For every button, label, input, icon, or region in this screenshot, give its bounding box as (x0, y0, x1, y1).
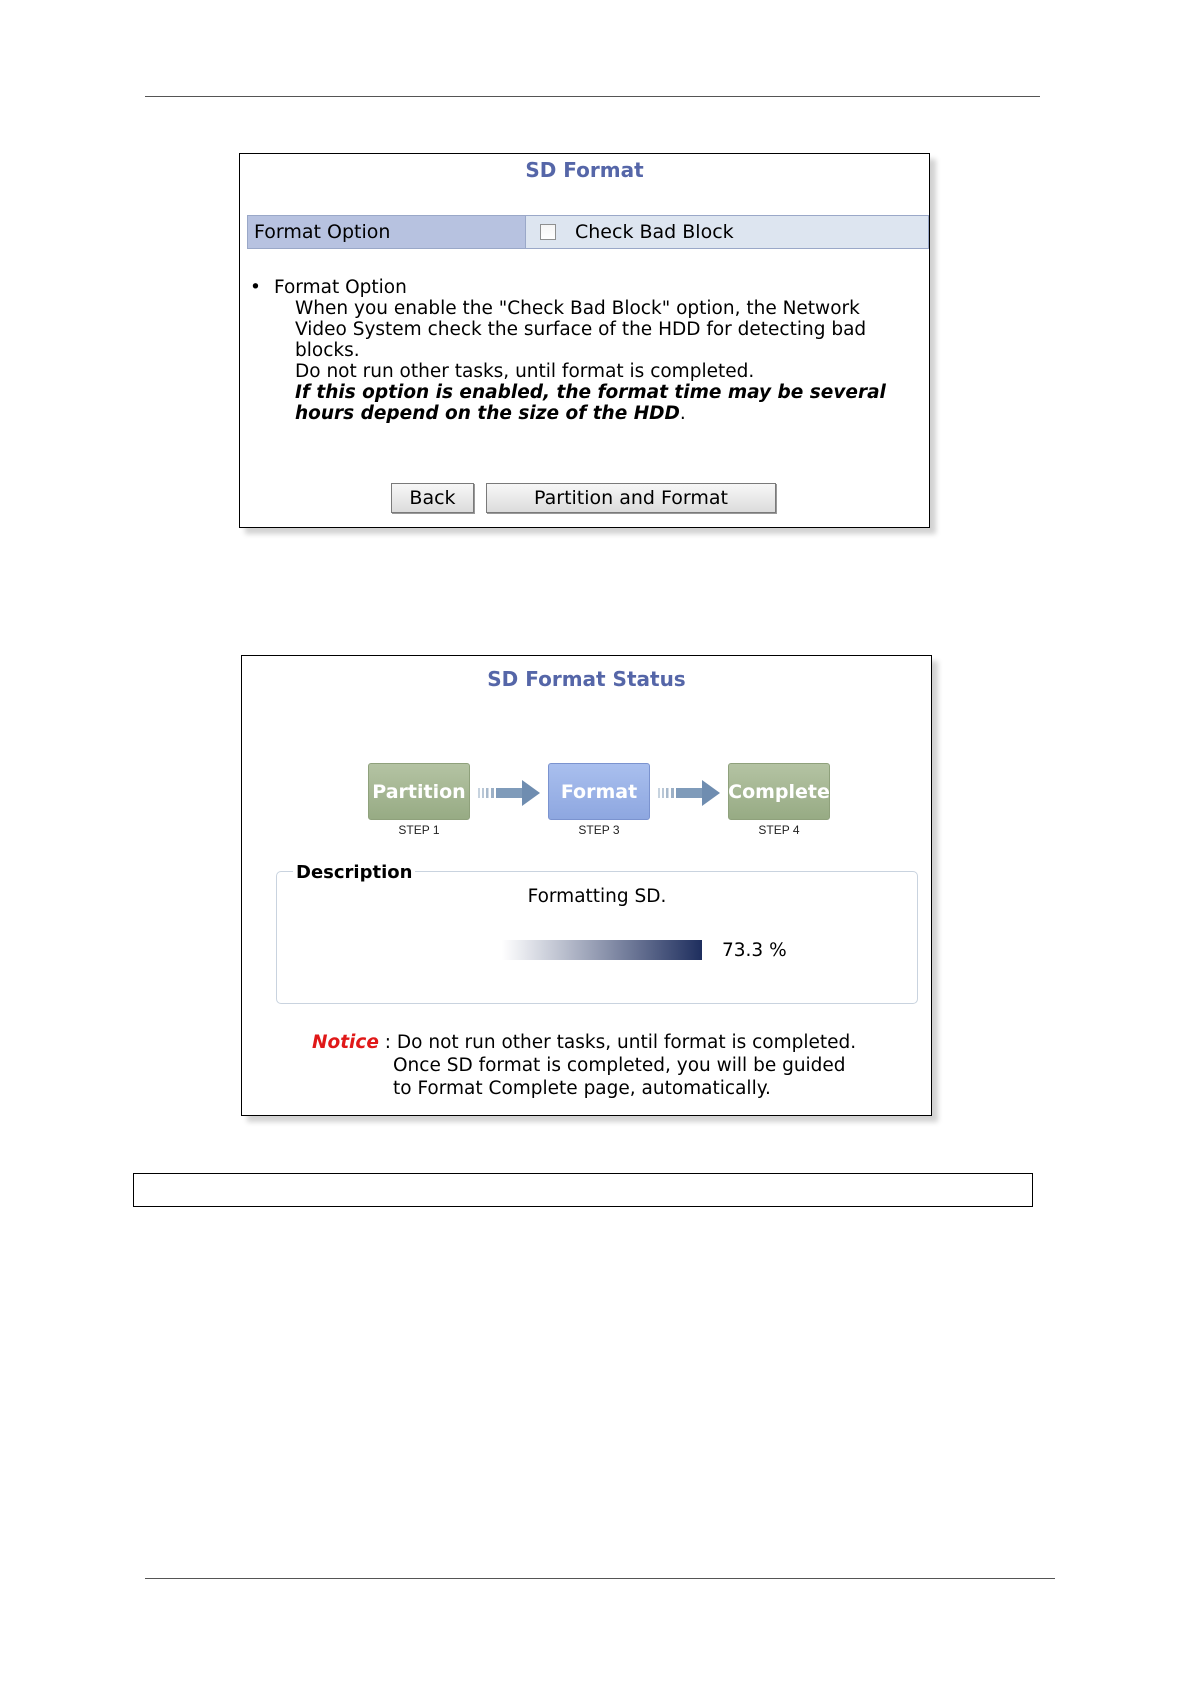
description-box (276, 862, 918, 1004)
help-line: When you enable the "Check Bad Block" option, the Network (295, 298, 860, 319)
description-legend: Description (293, 862, 415, 883)
arrow-right-icon (658, 780, 722, 806)
help-line: Video System check the surface of the HDD for detecting bad (295, 319, 867, 340)
step-partition: Partition (368, 763, 470, 820)
panel-title: SD Format (525, 158, 644, 182)
header-rule (145, 96, 1040, 97)
help-text (295, 298, 910, 424)
progress-bar (502, 940, 702, 960)
panel-title: SD Format Status (487, 667, 686, 691)
help-line: Do not run other tasks, until format is completed. (295, 361, 755, 382)
notice-line: to Format Complete page, automatically. (393, 1078, 771, 1099)
step-caption: STEP 1 (398, 823, 440, 837)
notice-line: Do not run other tasks, until format is completed. (396, 1032, 857, 1053)
format-option-row (247, 215, 929, 249)
check-bad-block-checkbox[interactable] (540, 224, 556, 240)
progress-fill (502, 940, 702, 960)
caption-box (133, 1173, 1033, 1207)
notice-line: Once SD format is completed, you will be guided (393, 1055, 846, 1076)
arrow-right-icon (478, 780, 542, 806)
footer-rule (145, 1578, 1055, 1579)
partition-and-format-button[interactable]: Partition and Format (486, 483, 776, 513)
format-option-value (525, 216, 928, 248)
help-warning: hours depend on the size of the HDD. (295, 403, 686, 424)
help-line: blocks. (295, 340, 360, 361)
progress-percent: 73.3 % (722, 940, 787, 961)
notice-separator: : (384, 1032, 392, 1053)
step-caption: STEP 3 (578, 823, 620, 837)
notice-tag: Notice (312, 1032, 379, 1053)
sd-format-status-panel (241, 655, 932, 1116)
back-button[interactable]: Back (391, 483, 474, 513)
check-bad-block-label[interactable]: Check Bad Block (575, 221, 734, 243)
step-format: Format (548, 763, 650, 820)
description-message: Formatting SD. (527, 886, 667, 907)
notice (312, 1031, 856, 1100)
format-option-help (250, 277, 910, 424)
bullet-icon: • (250, 277, 261, 298)
sd-format-panel (239, 153, 930, 528)
help-warning: If this option is enabled, the format time may be several (295, 382, 886, 403)
step-complete: Complete (728, 763, 830, 820)
format-option-label: Format Option (248, 216, 525, 248)
step-caption: STEP 4 (758, 823, 800, 837)
help-heading: Format Option (274, 277, 407, 298)
